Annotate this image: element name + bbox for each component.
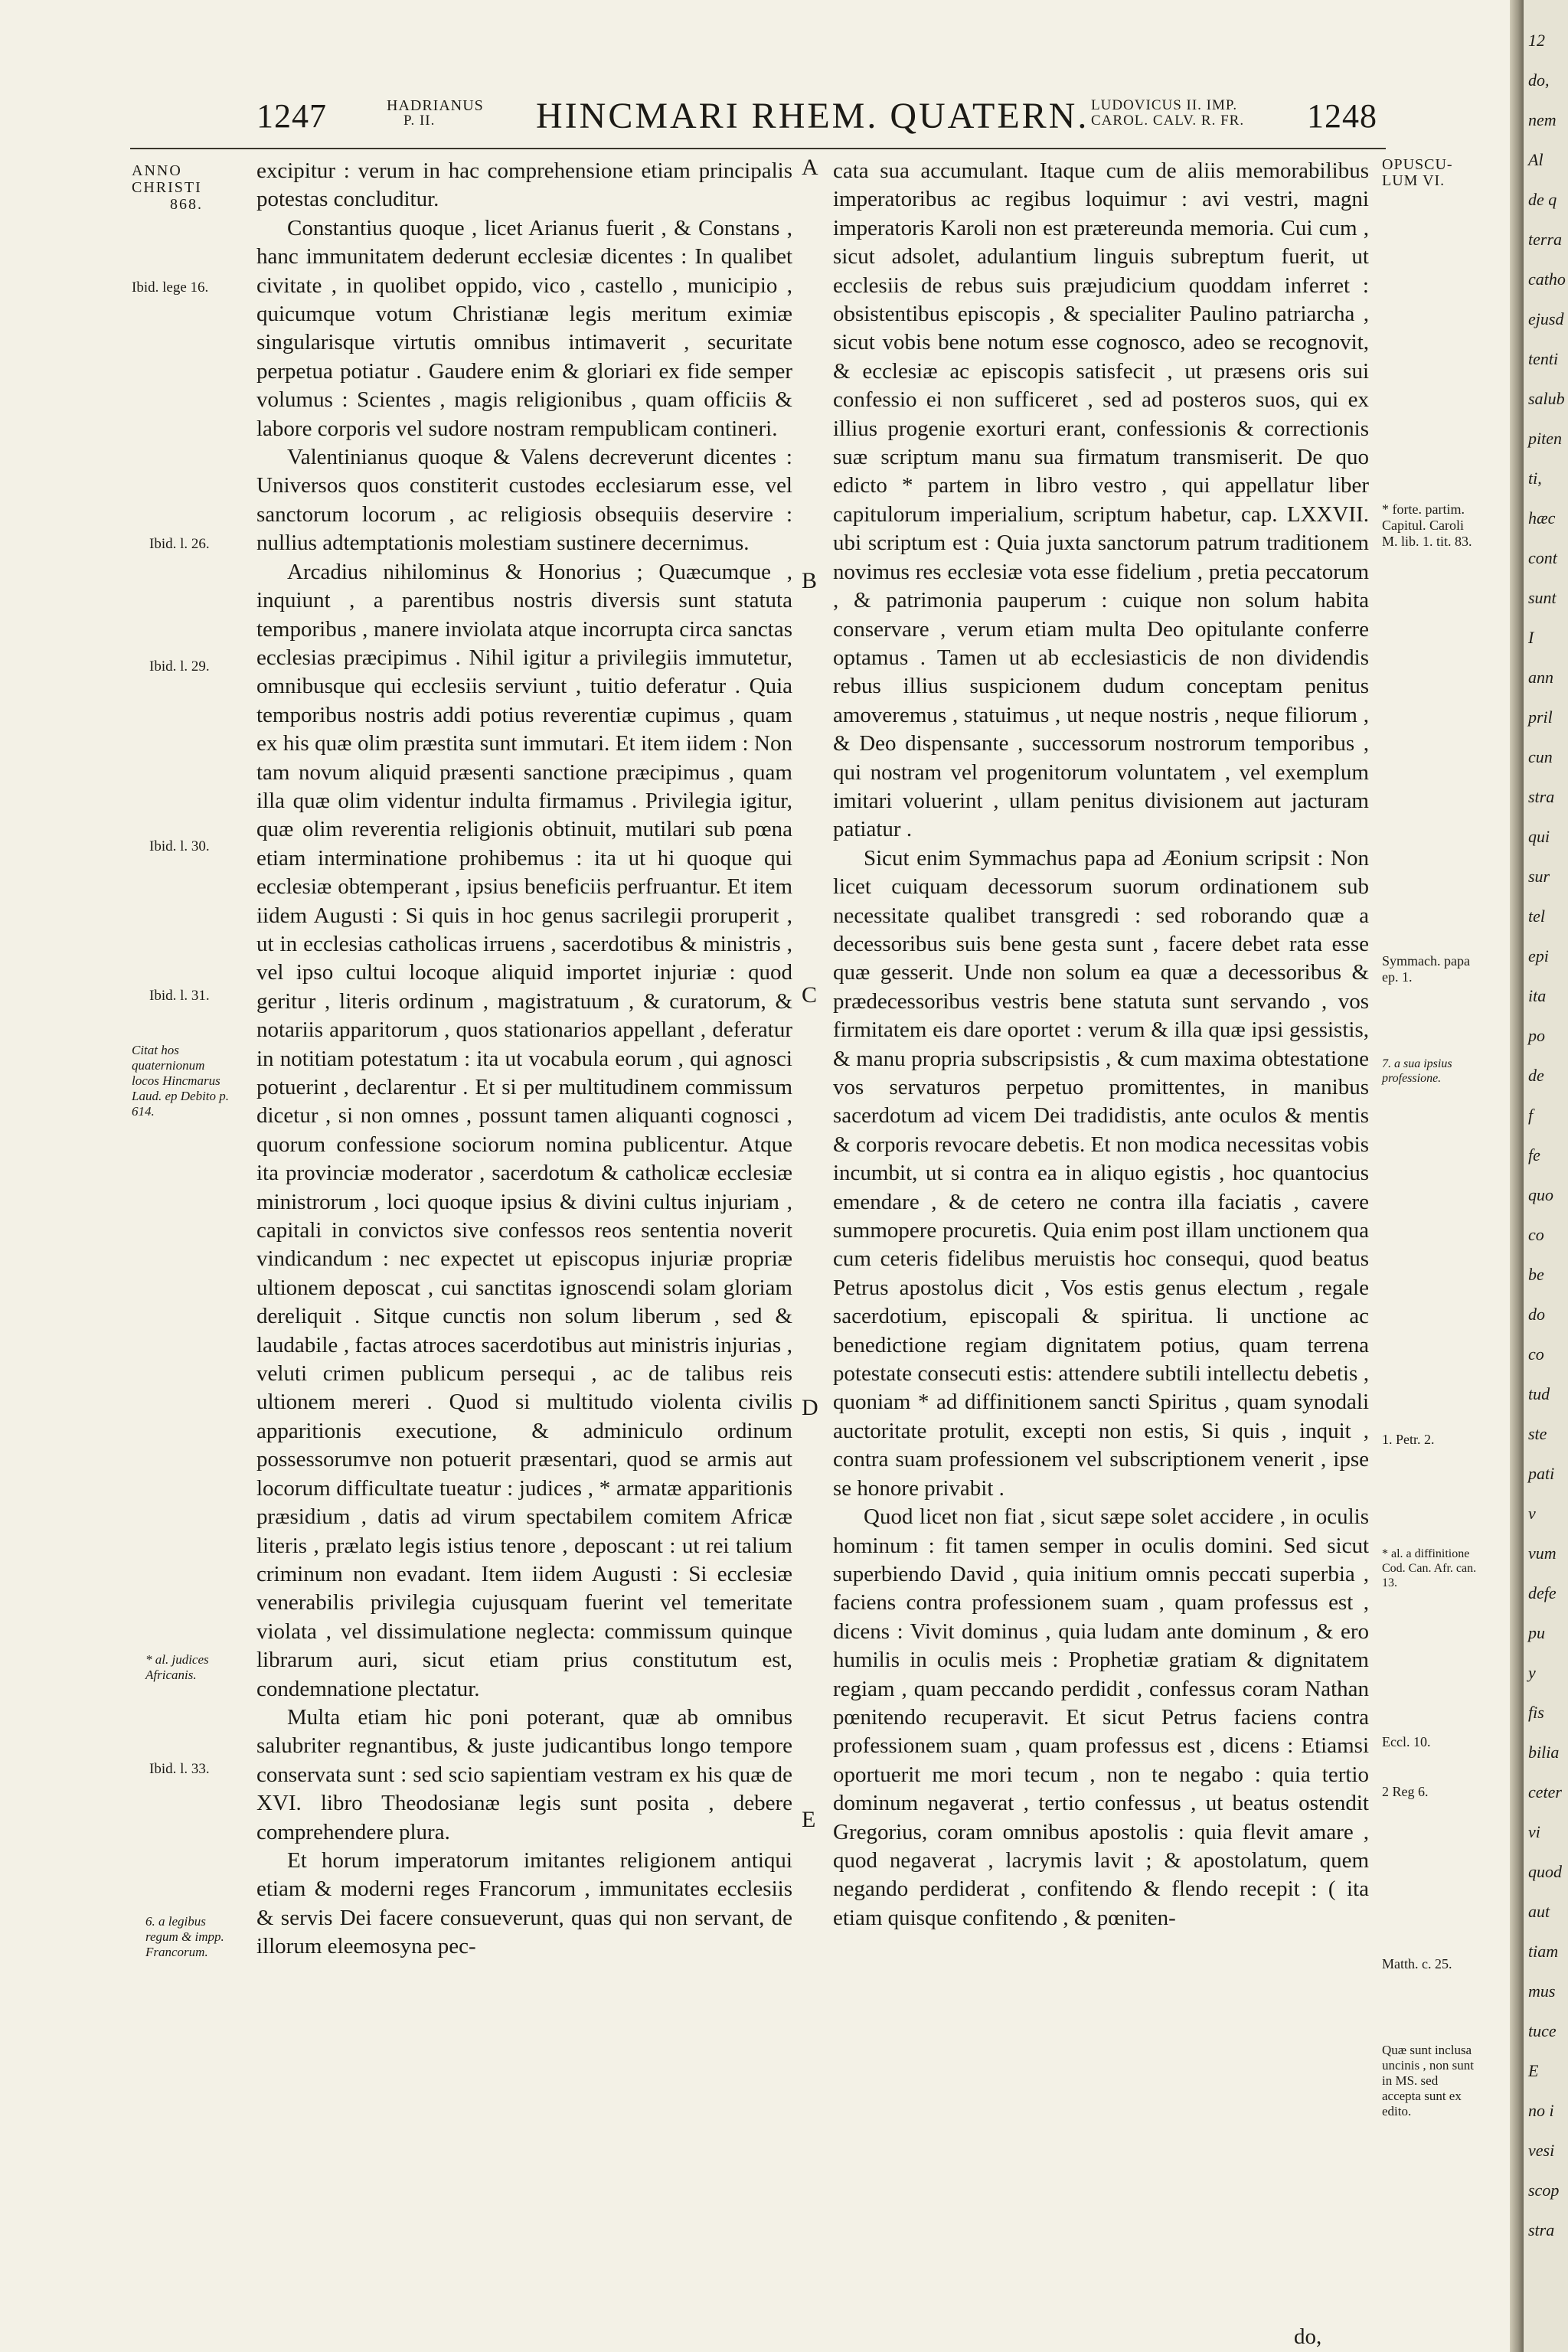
facing-page-fragment: tud: [1528, 1384, 1550, 1403]
facing-page-fragment: quod: [1528, 1862, 1562, 1881]
facing-page-fragment: ste: [1528, 1424, 1547, 1443]
facing-page-fragment: co: [1528, 1344, 1544, 1364]
section-letter: A: [802, 155, 818, 180]
facing-page-fragment: ita: [1528, 986, 1547, 1005]
facing-page-fragment: ejusd: [1528, 309, 1564, 328]
anno-christi-note: [132, 162, 236, 213]
facing-page-fragment: co: [1528, 1225, 1544, 1244]
facing-page-fragment: ceter: [1528, 1782, 1562, 1802]
margin-ref: Ibid. l. 30.: [149, 838, 210, 854]
facing-page-fragment: scop: [1528, 2180, 1560, 2200]
facing-page-edge: [1524, 0, 1568, 2352]
facing-page-fragment: sunt: [1528, 588, 1557, 607]
facing-page-fragment: epi: [1528, 946, 1549, 965]
margin-note-petr: 1. Petr. 2.: [1382, 1432, 1435, 1447]
opusculum-line: OPUSCU-: [1382, 156, 1453, 173]
facing-page-fragment: Al: [1528, 150, 1544, 169]
facing-page-fragment: salub: [1528, 389, 1565, 408]
margin-note-citat: Citat hos quaternionum locos Hincmarus Laud. ep Debito p. 614.: [132, 1043, 230, 1119]
facing-page-fragment: de: [1528, 1066, 1544, 1085]
facing-page-fragment: po: [1528, 1026, 1545, 1045]
margin-note-forte: * forte. partim. Capitul. Caroli M. lib. 1. tit. 83.: [1382, 501, 1472, 549]
header-right-meta-line: LUDOVICUS II. IMP.: [1091, 97, 1238, 113]
facing-page-fragment: ann: [1528, 668, 1553, 687]
facing-page-fragment: qui: [1528, 827, 1550, 846]
opusculum-note: [1382, 157, 1453, 189]
facing-page-fragment: I: [1528, 628, 1534, 647]
margin-note-quae: Quæ sunt inclusa uncinis , non sunt in MS. sed accepta sunt ex edito.: [1382, 2043, 1474, 2118]
facing-page-fragment: bilia: [1528, 1743, 1560, 1762]
paragraph: Arcadius nihilominus & Honorius ; Quæcumque , inquiunt , a parentibus nostris diversis sunt statuta temporibus , manere inviolata atque incorrupta circa sanctas ecclesias præcipimus . Nihil igitur a privilegiis immutetur, omnibusque qui ecclesiis serviunt , tuitio deferatur . Quia temporibus nostris addi potius reverentiæ cupimus , quam ex his quæ olim præstita sunt immutari. Et item iidem : Non tam novum aliquid præsenti sanctione præcipimus , quam illa quæ olim videntur indulta firmamus . Privilegia igitur, quæ olim reverentia religionis obtinuit, mutilari sub pœna etiam interminatione prohibemus : ita ut hi quoque qui ecclesiæ obtemperant , ipsius beneficiis perfruantur. Et item iidem Augusti : Si quis in hoc genus sacrilegii proruperit , ut in ecclesias catholicas irruens , sacerdotibus & ministris , vel ipso cultui locoque aliquid importet injuriæ : quod geritur , literis ordinum , magistratuum , & curatorum, & notariis apparitorum , quos stationarios appellant , deferatur in notitiam potestatum : ita ut vocabula eorum , qui agnosci potuerint , declarentur . Et si per multitudinem commissum dicetur , si non omnes , possunt tamen aliquanti cognosci , quorum confessione sociorum nomina publicentur. Atque ita provinciæ moderator , sacerdotum & catholicæ ecclesiæ ministrorum , loci quoque ipsius & divini cultus injuriam , capitali in convictos sive confessos reos sententia noverit vindicandum : nec expectet ut episcopus injuriæ propriæ ultionem deposcat , cui sanctitas ignoscendi solam gloriam dereliquit . Sitque cunctis non solum liberum , sed & laudabile , factas atroces sacerdotibus aut ministris injurias , veluti crimen publicum persequi , ac de talibus reis ultionem mereri . Quod si multitudo violenta civilis apparitionis executione, & adminiculo ordinum possessorumve non potuerit præsentari, quod se armis aut locorum difficultate tueatur : judices , * armatæ apparitionis præsidium , datis ad virum spectabilem comitem Africæ literis , prælato legis istius tenore , deposcant : ut rei talium criminum non evadant. Item iidem Augusti : Si ecclesiæ venerabilis privilegia cujusquam fuerint vel temeritate violata , vel dissimulatione neglecta: commissum quinque librarum auri, sicut etiam prius constitutum est, condemnatione plectatur.: [256, 559, 792, 1701]
facing-page-fragment: piten: [1528, 429, 1562, 448]
margin-ref: Ibid. l. 26.: [149, 536, 210, 552]
facing-page-fragment: catho: [1528, 270, 1566, 289]
right-text-column: [833, 157, 1369, 1932]
facing-page-fragment: tel: [1528, 906, 1545, 926]
margin-note-matth: Matth. c. 25.: [1382, 1956, 1452, 1971]
facing-page-fragment: ti,: [1528, 469, 1542, 488]
section-letter: E: [802, 1807, 816, 1832]
anno-line: ANNO: [132, 162, 182, 179]
paragraph: Constantius quoque , licet Arianus fuerit , & Constans , hanc immunitatem dederunt ecclesiæ dicentes : In qualibet civitate , in quolibet oppido, vico , castello , municipio , quicumque votum Christianæ legis meritum eximiæ singularisque virtutis omnibus intimaverit , securitate perpetua potiatur . Gaudere enim & gloriari ex fide semper volumus : Scientes , magis religionibus , quam officiis & labore corporis vel sudore nostram rempublicam contineri.: [256, 215, 792, 441]
running-header: [0, 84, 1510, 145]
catchword: do,: [1294, 2324, 1322, 2349]
paragraph: cata sua accumulant. Itaque cum de aliis memorabilibus imperatoribus ac regibus loquimur : avi vestri, magni imperatoris Karoli non est prætereunda memoria. Cui cum , sicut adsolet, adulantium linguis subreptum fuerit, ut ecclesiis de rebus suis præjudicium quoddam inferret : obsistentibus episcopis , & specialiter Paulino patriarcha , sicut vobis bene notum esse cognosco, adeo se recognovit, & ecclesiæ ac episcopis satisfecit , ut præsens oris sui confessio ei non sufficeret , sed ad posteros suos, qui ex illius progenie exorturi erant, confessionis & correctionis suæ scriptum manu sua firmatum transmiserit. De quo edicto * partem in libro vestro , qui appellatur liber capitulorum imperialium, scriptum habetur, cap. LXXVII. ubi scriptum est : Quia juxta sanctorum patrum traditionem novimus res ecclesiæ vota esse fidelium , pretia peccatorum , & patrimonia pauperum : cuique non solum habita conservare , verum etiam multa Deo opitulante conferre optamus . Tamen ut ab ecclesiasticis de non dividendis rebus illius suspicionem dudum conceptam penitus amoveremus , statuimus , ut neque nostris , neque filiorum , & Deo dispensante , successorum nostrorum temporibus , qui nostram vel progenitorum voluntatem , vel exemplum imitari voluerint , ullam penitus divisionem aut jacturam patiatur .: [833, 158, 1369, 842]
margin-note-reg: 2 Reg 6.: [1382, 1784, 1429, 1799]
facing-page-fragment: 12: [1528, 31, 1545, 50]
facing-page-fragment: cun: [1528, 747, 1553, 766]
header-left-meta-line: HADRIANUS: [387, 97, 484, 114]
facing-page-fragment: do: [1528, 1305, 1545, 1324]
opusculum-line: LUM VI.: [1382, 172, 1446, 189]
paragraph: Sicut enim Symmachus papa ad Æonium scripsit : Non licet cuiquam decessorum suorum ordinationem sub necessitate qualibet transgredi : sed roborando quæ a decessoribus suis bene gesta sunt , facere debet rata esse quæ gesserit. Unde non solum ea quæ a decessoribus & prædecessoribus vestris bene statuta sunt servando , vos firmitatem eis dare oportet : verum & illa quæ ipsi gessistis, & manu propria subscripsistis , & cum maxima obtestatione vos servaturos perpetuo promittentes, in manibus sacerdotum ad vicem Dei tradidistis, ante oculos & mentis & corporis revocare debetis. Et non modica necessitas vobis incumbit, ut si contra ea in aliquo egistis , hoc quantocius emendare , & de cetero ne contra illa faciatis , cavere summopere procuretis. Quia enim post illam unctionem qua cum ceteris fidelibus meruistis hoc consequi, quod beatus Petrus apostolus dicit , Vos estis genus electum , regale sacerdotium, episcopali & spiritua. li unctione ac benedictione regiam dignitatem potius, quam terrena potestate consecuti estis: attendere subtili intellectu debetis , quoniam * ad diffinitionem sancti Spiritus , quam synodali auctoritate protulit, excepti non estis, Si quis , inquit , contra suam professionem vel subscriptionem venerit , ipse se honore privabit .: [833, 845, 1369, 1501]
margin-note-asua: 7. a sua ipsius professione.: [1382, 1057, 1452, 1085]
facing-page-fragment: nem: [1528, 110, 1557, 129]
facing-page-fragment: hæc: [1528, 508, 1556, 528]
page-number-left: 1247: [256, 97, 327, 135]
facing-page-fragment: f: [1528, 1106, 1534, 1125]
facing-page-fragment: fe: [1528, 1145, 1540, 1165]
section-letter: B: [802, 568, 818, 593]
facing-page-fragment: tiam: [1528, 1942, 1559, 1961]
facing-page-fragment: do,: [1528, 70, 1550, 90]
paragraph: Multa etiam hic poni poterant, quæ ab omnibus salubriter regnantibus, & juste judicantibus longo tempore conservata sunt : sed scio sapientiam vestram ex his quæ de XVI. libro Theodosianæ legis sunt posita , debere comprehendere plura.: [256, 1704, 792, 1844]
margin-ref: Ibid. l. 33.: [149, 1761, 210, 1777]
facing-page-fragment: tuce: [1528, 2021, 1557, 2040]
facing-page-fragment: vi: [1528, 1822, 1540, 1841]
margin-ref: Ibid. l. 31.: [149, 988, 210, 1004]
facing-page-fragment: E: [1528, 2061, 1539, 2080]
section-letter: C: [802, 982, 818, 1008]
facing-page-fragment: fis: [1528, 1703, 1544, 1722]
facing-page-fragment: vesi: [1528, 2141, 1555, 2160]
facing-page-fragment: pati: [1528, 1464, 1555, 1483]
facing-page-fragment: tenti: [1528, 349, 1559, 368]
facing-page-fragment: pu: [1528, 1623, 1545, 1642]
facing-page-fragment: be: [1528, 1265, 1544, 1284]
facing-page-fragment: mus: [1528, 1981, 1556, 2001]
book-gutter: [1510, 0, 1524, 2352]
anno-year: 868.: [170, 196, 203, 213]
facing-page-fragment: stra: [1528, 787, 1555, 806]
paragraph: Et horum imperatorum imitantes religionem antiqui etiam & moderni reges Francorum , immunitates ecclesiis & servis Dei facere consueverunt, quas qui non servant, de illorum eleemosyna pec-: [256, 1847, 792, 1959]
margin-note-eccl: Eccl. 10.: [1382, 1734, 1431, 1749]
facing-page-fragment: stra: [1528, 2220, 1555, 2239]
anno-line: CHRISTI: [132, 179, 202, 196]
facing-page-fragment: de q: [1528, 190, 1557, 209]
header-left-meta: [387, 98, 484, 129]
section-letter: D: [802, 1395, 818, 1420]
paragraph: Quod licet non fiat , sicut sæpe solet accidere , in oculis hominum : fit tamen semper in oculis domini. Sed sicut superbiendo David , quia initium omnis peccati superbia , faciens contra professionem suam , quam professus est , dicens : Vivit dominus , quia ludam ante dominum , & ero humilis in oculis meis : Prophetiæ gratiam & dignitatem regiam , quam peccando perdidit , confessus coram Nathan pœnitendo recuperavit. Et sicut Petrus faciens contra professionem suam , quam professus est , dicens : Etiamsi oportuerit me mori tecum , non te negabo : quia tertio dominum negaverat , tertio confessus , ut beatus ostendit Gregorius, coram omnibus apostolis : quia flevit amare , quod negaverat , lacrymis lavit ; & apostolatum, quem negando perdiderat , confitendo & flendo recepit : ( ita etiam quisque confitendo , & pœniten-: [833, 1504, 1369, 1930]
margin-ref: Ibid. l. 29.: [149, 658, 210, 675]
facing-page-fragment: pril: [1528, 707, 1553, 727]
facing-page-fragment: cont: [1528, 548, 1557, 567]
header-right-meta: [1091, 98, 1244, 129]
paragraph: excipitur : verum in hac comprehensione etiam principalis potestas concluditur.: [256, 158, 792, 212]
margin-note-legibus: 6. a legibus regum & impp. Francorum.: [145, 1914, 224, 1959]
header-left-meta-line: P. II.: [403, 113, 436, 129]
margin-note-symmach: Symmach. papa ep. 1.: [1382, 953, 1470, 985]
facing-page-fragment: no i: [1528, 2101, 1554, 2120]
facing-page-fragment: defe: [1528, 1583, 1557, 1602]
paragraph: Valentinianus quoque & Valens decreverunt dicentes : Universos quos constiterit custodes ecclesiarum esse, vel sanctorum locorum , ac religiosis obsequiis deservire : nullius adtemptationis molestiam sustinere decernimus.: [256, 445, 792, 556]
facing-page-fragment: quo: [1528, 1185, 1553, 1204]
facing-page-fragment: y: [1528, 1663, 1536, 1682]
facing-page-fragment: vum: [1528, 1544, 1557, 1563]
left-text-column: [256, 157, 792, 1962]
facing-page-fragment: aut: [1528, 1902, 1550, 1921]
header-right-meta-line: CAROL. CALV. R. FR.: [1091, 113, 1245, 129]
header-rule: [130, 148, 1386, 149]
running-title: HINCMARI RHEM. QUATERN.: [536, 96, 1089, 136]
facing-page-fragment: sur: [1528, 867, 1550, 886]
page-number-right: 1248: [1307, 97, 1377, 135]
facing-page-fragment: v: [1528, 1504, 1536, 1523]
facing-page-fragment: terra: [1528, 230, 1562, 249]
margin-ref: Ibid. lege 16.: [132, 279, 209, 296]
margin-note-al: * al. a diffinitione Cod. Can. Afr. can. 13.: [1382, 1547, 1477, 1589]
margin-note-judices: * al. judices Africanis.: [145, 1652, 209, 1682]
